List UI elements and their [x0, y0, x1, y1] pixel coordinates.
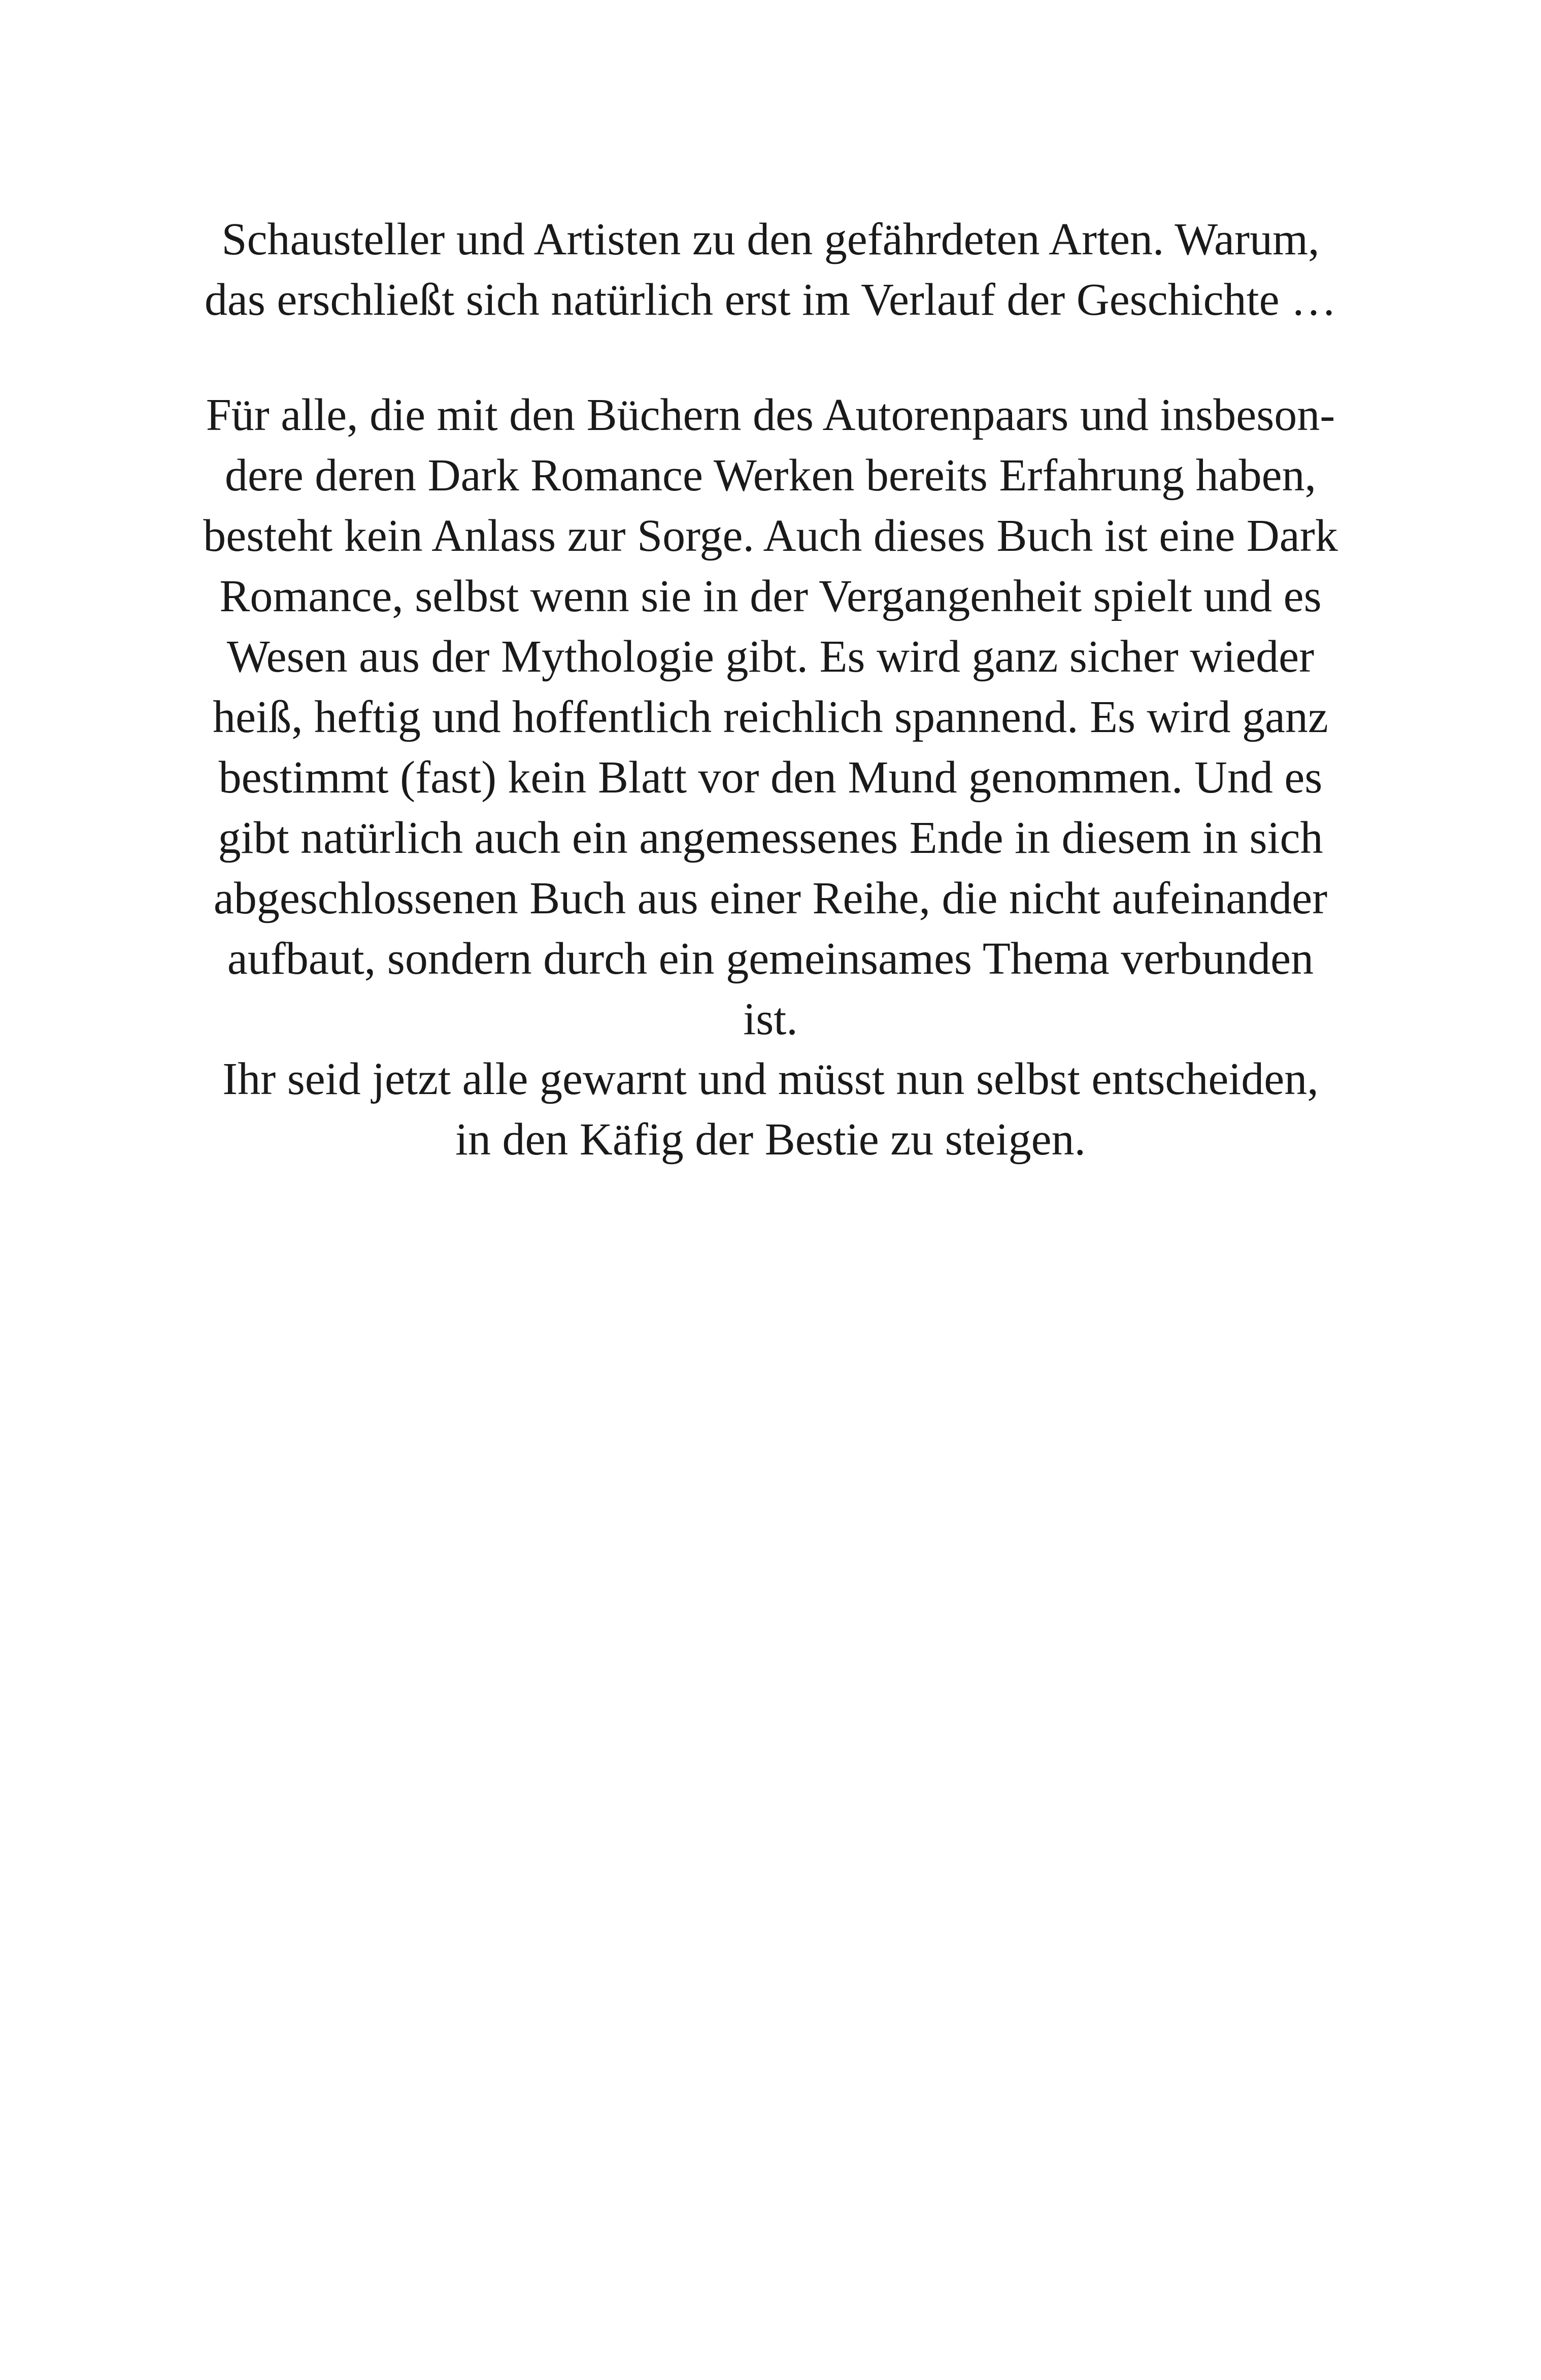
paragraph-intro [161, 209, 1380, 330]
text-line: Romance, selbst wenn sie in der Vergangenheit spielt und es [219, 571, 1322, 621]
text-line: abgeschlossenen Buch aus einer Reihe, die nicht aufeinander [213, 873, 1328, 923]
text-line: gibt natürlich auch ein angemessenes Ende in diesem in sich [218, 813, 1323, 863]
text-line: bestimmt (fast) kein Blatt vor den Mund genommen. Und es [218, 752, 1323, 803]
text-line: Wesen aus der Mythologie gibt. Es wird ganz sicher wieder [226, 632, 1315, 682]
text-line: heiß, heftig und hoffentlich reichlich spannend. Es wird ganz [213, 692, 1328, 742]
text-line: ist. [743, 994, 798, 1044]
text-line: in den Käfig der Bestie zu steigen. [455, 1114, 1086, 1165]
paragraph-closing [161, 1049, 1380, 1170]
text-line: Ihr seid jetzt alle gewarnt und müsst nun selbst entscheiden, [222, 1054, 1319, 1104]
text-line: besteht kein Anlass zur Sorge. Auch dieses Buch ist eine Dark [203, 511, 1338, 561]
paragraph-main [161, 385, 1380, 1049]
text-line: Schausteller und Artisten zu den gefährdeten Arten. Warum, [221, 214, 1320, 265]
text-line: dere deren Dark Romance Werken bereits Erfahrung haben, [224, 450, 1317, 501]
text-line: das erschließt sich natürlich erst im Verlauf der Geschichte … [204, 275, 1337, 325]
text-line: aufbaut, sondern durch ein gemeinsames Thema verbunden [227, 934, 1314, 984]
text-line: Für alle, die mit den Büchern des Autorenpaars und insbeson- [206, 390, 1335, 440]
